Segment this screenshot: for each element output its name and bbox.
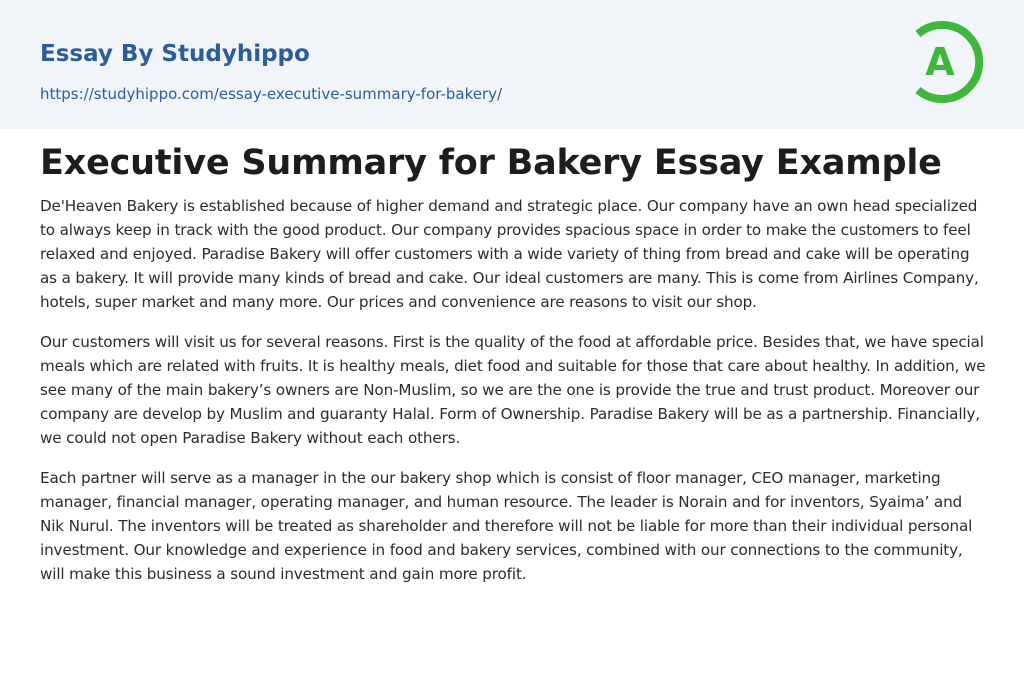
essay-url-link[interactable]: https://studyhippo.com/essay-executive-summary-for-bakery/: [40, 85, 503, 103]
essay-body: [40, 194, 988, 602]
studyhippo-logo-icon[interactable]: [906, 18, 988, 106]
logo-letter: A: [925, 40, 955, 84]
paragraph: Our customers will visit us for several reasons. First is the quality of the food at affordable price. Besides that, we have special meals which are related with fruits. It is healthy meals, diet food and suitable for those that care about healthy. In addition, we see many of the main bakery’s owners are Non-Muslim, so we are the one is provide the true and trust product. Moreover our company are develop by Muslim and guaranty Halal. Form of Ownership. Paradise Bakery will be as a partnership. Financially, we could not open Paradise Bakery without each others.: [40, 333, 986, 447]
page-title: Executive Summary for Bakery Essay Example: [40, 143, 942, 183]
paragraph: Each partner will serve as a manager in the our bakery shop which is consist of floor manager, CEO manager, marketing manager, financial manager, operating manager, and human resource. The leader is Norain and for inventors, Syaima’ and Nik Nurul. The inventors will be treated as shareholder and therefore will not be liable for more than their individual personal investment. Our knowledge and experience in food and bakery services, combined with our connections to the community, will make this business a sound investment and gain more profit.: [40, 469, 973, 583]
brand-title[interactable]: Essay By Studyhippo: [40, 41, 310, 67]
site-header: [0, 0, 1024, 129]
paragraph: De'Heaven Bakery is established because of higher demand and strategic place. Our company have an own head specialized to always keep in track with the good product. Our company provides spacious space in order to make the customers to feel relaxed and enjoyed. Paradise Bakery will offer customers with a wide variety of thing from bread and cake will be operating as a bakery. It will provide many kinds of bread and cake. Our ideal customers are many. This is come from Airlines Company, hotels, super market and many more. Our prices and convenience are reasons to visit our shop.: [40, 197, 979, 311]
